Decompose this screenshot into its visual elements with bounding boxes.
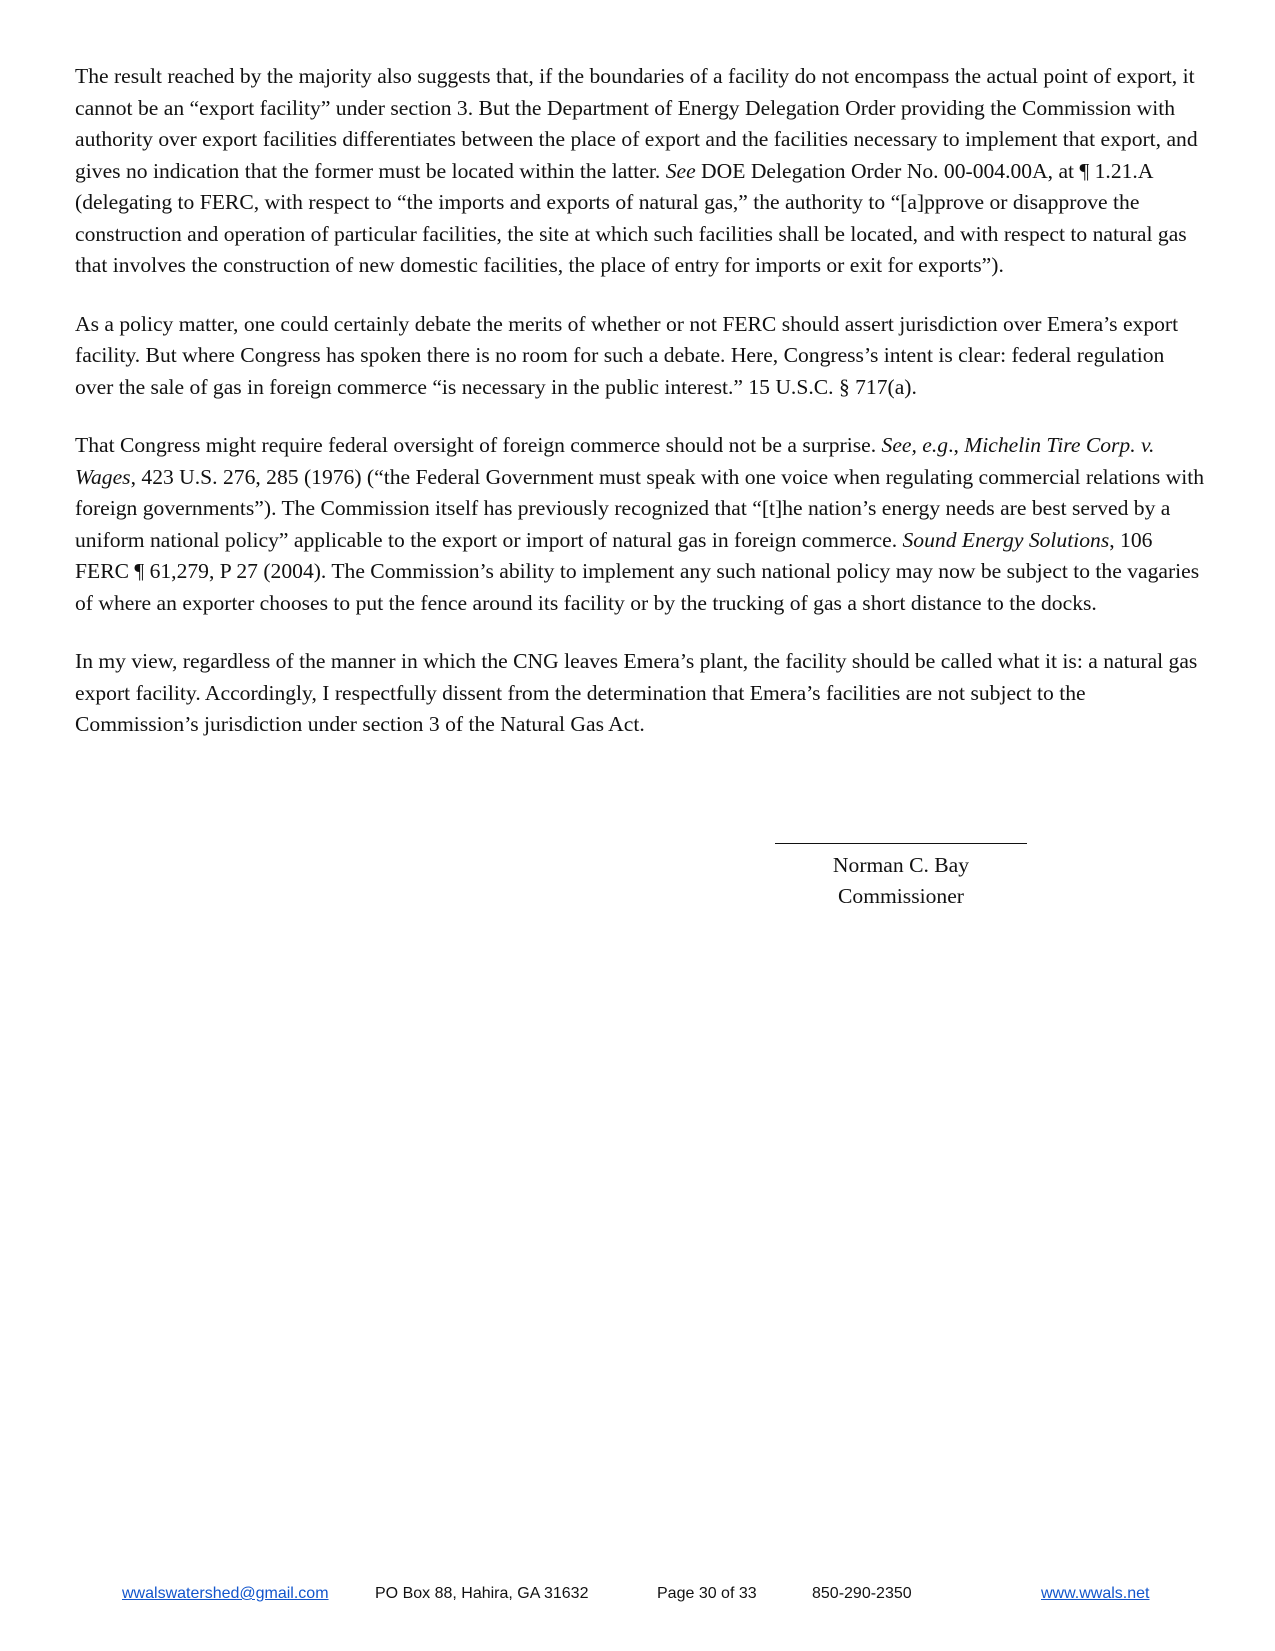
footer-address: PO Box 88, Hahira, GA 31632 xyxy=(375,1585,589,1602)
paragraph-4 xyxy=(75,646,1205,741)
footer-phone: 850-290-2350 xyxy=(812,1585,912,1602)
signature-block xyxy=(775,843,1027,912)
text-segment: DOE Delegation Order No. 00-004.00A, at ¶ 1.21.A (delegating to FERC, with respect to “the imports and exports of natural gas,” the authority to “[a]pprove or disapprove the construction and operation of particular facilities, the site at which such facilities shall be located, and with respect to natural gas that involves the construction of new domestic facilities, the place of entry for imports or exit for exports”). xyxy=(75,158,1187,277)
text-segment: That Congress might require federal oversight of foreign commerce should not be a surprise. xyxy=(75,433,882,457)
text-segment: , 423 U.S. 276, 285 (1976) (“the Federal Government must speak with one voice when regulating commercial relations with foreign governments”). The Commission itself has previously recognized that “[t]he nation’s energy needs are best served by a uniform national policy” applicable to the export or import of natural gas in foreign commerce. xyxy=(75,464,1205,552)
page-footer xyxy=(0,1585,1275,1609)
document-body xyxy=(75,61,1205,768)
text-segment: , 106 FERC ¶ 61,279, P 27 (2004). The Commission’s ability to implement any such national policy may now be subject to the vagaries of where an exporter chooses to put the fence around its facility or by the trucking of gas a short distance to the docks. xyxy=(75,527,1200,615)
footer-website-link[interactable]: www.wwals.net xyxy=(1041,1585,1150,1602)
footer-page-number: Page 30 of 33 xyxy=(657,1585,757,1602)
signatory-name: Norman C. Bay xyxy=(832,853,970,877)
paragraph-1 xyxy=(75,61,1205,282)
paragraph-3 xyxy=(75,430,1205,619)
signatory-title: Commissioner xyxy=(838,884,964,908)
signature-line xyxy=(775,843,1027,844)
citation-signal: See xyxy=(665,158,696,183)
footer-email-link[interactable]: wwalswatershed@gmail.com xyxy=(122,1585,329,1602)
text-segment: As a policy matter, one could certainly debate the merits of whether or not FERC should assert jurisdiction over Emera’s export facility. But where Congress has spoken there is no room for such a debate. Here, Congress’s intent is clear: federal regulation over the sale of gas in foreign commerce “is necessary in the public interest.” 15 U.S.C. § 717(a). xyxy=(75,311,1179,399)
case-name: Sound Energy Solutions xyxy=(902,527,1110,552)
case-name: Michelin Tire Corp. v. Wages xyxy=(75,433,1155,489)
text-segment: The result reached by the majority also suggests that, if the boundaries of a facility do not encompass the actual point of export, it cannot be an “export facility” under section 3. But the Department of Energy Delegation Order providing the Commission with authority over export facilities differentiates between the place of export and the facilities necessary to implement that export, and gives no indication that the former must be located within the latter. xyxy=(75,64,1198,183)
text-segment: ., xyxy=(948,433,965,457)
citation-signal: See, e.g xyxy=(881,433,949,457)
paragraph-2 xyxy=(75,309,1205,404)
text-segment: In my view, regardless of the manner in which the CNG leaves Emera’s plant, the facility should be called what it is: a natural gas export facility. Accordingly, I respectfully dissent from the determination that Emera’s facilities are not subject to the Commission’s jurisdiction under section 3 of the Natural Gas Act. xyxy=(75,649,1198,736)
